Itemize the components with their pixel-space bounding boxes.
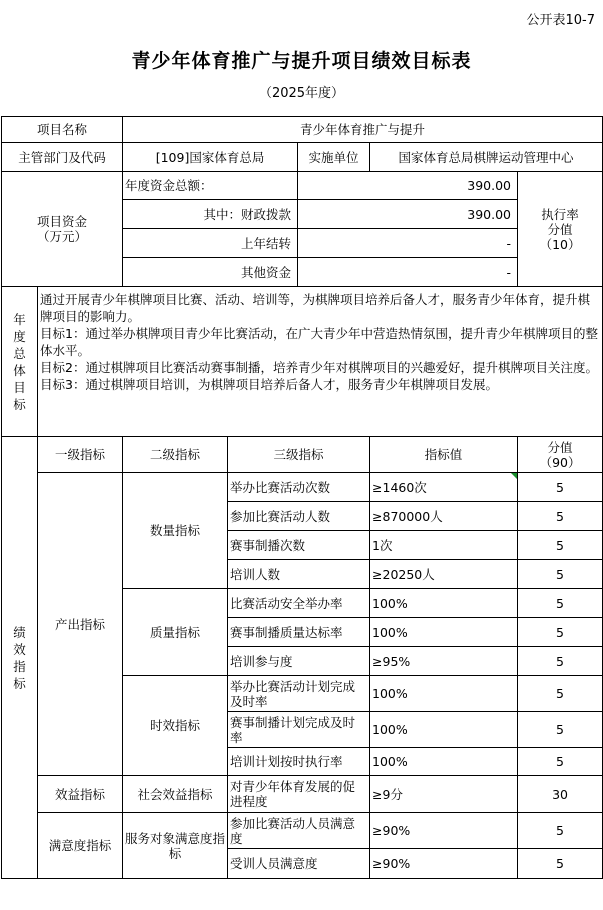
header-value: 指标值 [370, 437, 518, 473]
funds-label-line1: 项目资金 [37, 214, 88, 229]
indicator-name: 举办比赛活动计划完成及时率 [228, 676, 370, 712]
indicator-score: 5 [518, 748, 603, 776]
group-social-benefit: 社会效益指标 [123, 776, 228, 813]
indicator-score: 5 [518, 502, 603, 531]
group-service-satisfaction: 服务对象满意度指标 [123, 813, 228, 879]
goals-label-char: 度 [13, 328, 26, 344]
indicator-score: 5 [518, 647, 603, 676]
goals-label-char: 体 [13, 362, 26, 378]
indicator-score: 5 [518, 560, 603, 589]
overall-goals-text [38, 287, 603, 437]
indicator-value: ≥90% [370, 813, 518, 849]
indicator-score: 5 [518, 813, 603, 849]
indicator-name: 对青少年体育发展的促进程度 [228, 776, 370, 813]
indicator-value: 100% [370, 589, 518, 618]
funds-row-label: 其他资金 [123, 258, 298, 287]
performance-target-table [1, 116, 603, 879]
funds-row-label: 其中：财政拨款 [123, 200, 298, 229]
funds-row-value: - [298, 229, 518, 258]
indicators-label-char: 绩 [13, 624, 26, 640]
indicators-label-char: 标 [13, 675, 26, 691]
department-label: 主管部门及代码 [2, 143, 123, 172]
execution-rate-line3: （10） [539, 236, 581, 252]
indicator-name: 培训计划按时执行率 [228, 748, 370, 776]
indicator-score: 5 [518, 618, 603, 647]
funds-row-value: 390.00 [298, 172, 518, 200]
unit-value: 国家体育总局棋牌运动管理中心 [370, 143, 603, 172]
indicator-score: 5 [518, 473, 603, 502]
funds-row-label: 上年结转 [123, 229, 298, 258]
header-level1: 一级指标 [38, 437, 123, 473]
indicator-value: ≥9分 [370, 776, 518, 813]
indicator-name: 培训人数 [228, 560, 370, 589]
indicator-score: 5 [518, 676, 603, 712]
funds-label [2, 172, 123, 287]
indicator-value: 1次 [370, 531, 518, 560]
indicator-score: 5 [518, 712, 603, 748]
page-title: 青少年体育推广与提升项目绩效目标表 [131, 50, 472, 72]
indicator-name: 培训参与度 [228, 647, 370, 676]
funds-row [2, 172, 603, 200]
indicator-value: ≥870000人 [370, 502, 518, 531]
goals-label-char: 标 [13, 396, 26, 412]
indicator-name: 赛事制播质量达标率 [228, 618, 370, 647]
indicator-row [2, 813, 603, 849]
indicator-score: 5 [518, 849, 603, 879]
indicator-name: 赛事制播计划完成及时率 [228, 712, 370, 748]
goal-line: 目标2：通过棋牌项目比赛活动赛事制播，培养青少年对棋牌项目的兴趣爱好，提升棋牌项目关注度。 [40, 360, 598, 375]
page-subtitle: （2025年度） [258, 86, 345, 101]
indicator-name: 比赛活动安全举办率 [228, 589, 370, 618]
indicator-score: 5 [518, 589, 603, 618]
goals-label-char: 总 [13, 345, 26, 361]
indicator-row [2, 776, 603, 813]
overall-goals-row [2, 287, 603, 437]
department-value: [109]国家体育总局 [123, 143, 298, 172]
indicator-value: 100% [370, 748, 518, 776]
cell-comment-marker-icon [511, 473, 517, 479]
goal-line: 通过开展青少年棋牌项目比赛、活动、培训等，为棋牌项目培养后备人才，服务青少年体育，提升棋牌项目的影响力。 [40, 292, 591, 324]
unit-label: 实施单位 [298, 143, 370, 172]
indicator-value: ≥95% [370, 647, 518, 676]
execution-rate-line1: 执行率 [541, 206, 579, 222]
indicator-value: ≥90% [370, 849, 518, 879]
funds-row-label: 年度资金总额： [123, 172, 298, 200]
goal-line: 目标3：通过棋牌项目培训，为棋牌项目培养后备人才，服务青少年棋牌项目发展。 [40, 377, 498, 392]
execution-rate-line2: 分值 [547, 221, 573, 237]
indicator-score: 5 [518, 531, 603, 560]
group-satisfaction: 满意度指标 [38, 813, 123, 879]
indicator-name: 赛事制播次数 [228, 531, 370, 560]
project-name-value: 青少年体育推广与提升 [123, 117, 603, 143]
overall-goals-label [2, 287, 38, 437]
indicator-score: 30 [518, 776, 603, 813]
indicator-name: 受训人员满意度 [228, 849, 370, 879]
indicators-label-char: 效 [13, 641, 26, 657]
group-benefit: 效益指标 [38, 776, 123, 813]
indicator-value: 100% [370, 676, 518, 712]
indicator-name: 参加比赛活动人数 [228, 502, 370, 531]
header-level2: 二级指标 [123, 437, 228, 473]
project-name-label: 项目名称 [2, 117, 123, 143]
department-row [2, 143, 603, 172]
indicator-value [370, 473, 518, 502]
header-level3: 三级指标 [228, 437, 370, 473]
indicator-value: 100% [370, 712, 518, 748]
group-timeliness: 时效指标 [123, 676, 228, 776]
group-quantity: 数量指标 [123, 473, 228, 589]
indicator-value-text: ≥1460次 [372, 479, 427, 495]
indicators-label-char: 指 [13, 658, 26, 674]
funds-label-line2: （万元） [37, 229, 88, 244]
goals-label-char: 年 [13, 311, 26, 327]
indicator-value: ≥20250人 [370, 560, 518, 589]
performance-indicators-label [2, 437, 38, 879]
header-score-line2: （90） [539, 454, 581, 470]
header-score-line1: 分值 [547, 439, 573, 455]
indicator-row [2, 473, 603, 502]
funds-row-value: - [298, 258, 518, 287]
header-score [518, 437, 603, 473]
goals-label-char: 目 [13, 379, 26, 395]
group-output: 产出指标 [38, 473, 123, 776]
indicator-value: 100% [370, 618, 518, 647]
group-quality: 质量指标 [123, 589, 228, 676]
indicator-name: 参加比赛活动人员满意度 [228, 813, 370, 849]
indicator-name: 举办比赛活动次数 [228, 473, 370, 502]
goal-line: 目标1：通过举办棋牌项目青少年比赛活动，在广大青少年中营造热情氛围，提升青少年棋牌项目的整体水平。 [40, 326, 598, 358]
indicator-header-row [2, 437, 603, 473]
project-name-row [2, 117, 603, 143]
form-reference: 公开表10-7 [526, 13, 595, 28]
execution-rate-score [518, 172, 603, 287]
funds-row-value: 390.00 [298, 200, 518, 229]
